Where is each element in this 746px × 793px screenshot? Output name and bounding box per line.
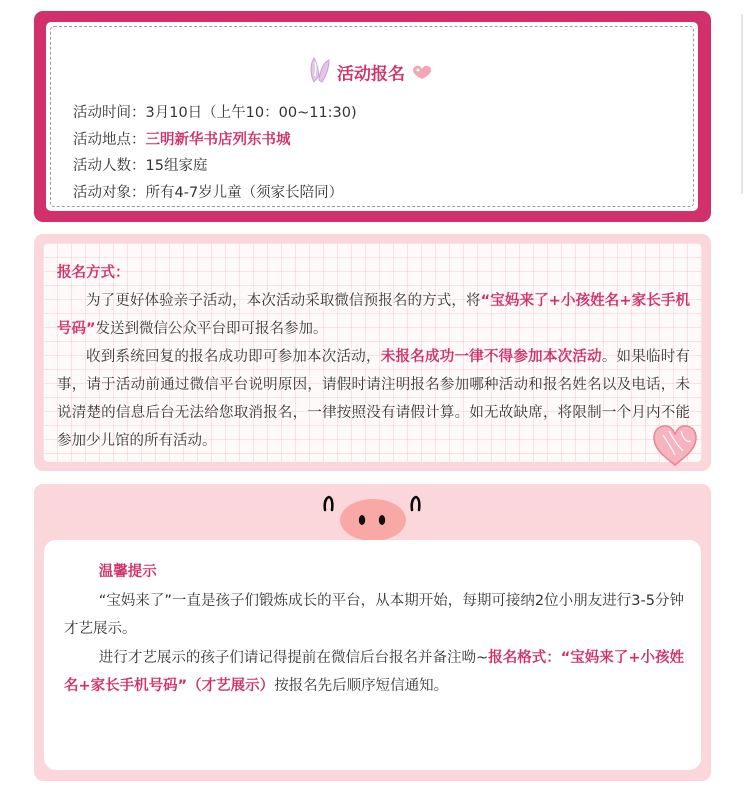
- registration-title-row: [46, 56, 698, 86]
- notice-text: [64, 558, 684, 701]
- method-card-body: [43, 243, 702, 462]
- registration-info: [73, 100, 357, 206]
- notice-heading: 温馨提示: [98, 564, 157, 580]
- info-count: 活动人数：15组家庭: [73, 158, 208, 174]
- registration-card: [34, 11, 711, 222]
- method-text: [57, 259, 690, 455]
- scrollbar[interactable]: [741, 14, 743, 194]
- info-time: 活动时间：3月10日（上午10：00~11:30): [73, 105, 357, 121]
- heart-hand-icon: [410, 59, 436, 85]
- place-highlight: 三明新华书店列东书城: [145, 131, 291, 148]
- method-paragraph-1: 为了更好体验亲子活动，本次活动采取微信预报名的方式，将“宝妈来了+小孩姓名+家长手机号码”发送到微信公众平台即可报名参加。: [57, 293, 691, 337]
- heart-icon: [651, 421, 699, 471]
- method-paragraph-2: 收到系统回复的报名成功即可参加本次活动，未报名成功一律不得参加本次活动。如果临时有事，请于活动前通过微信平台说明原因，请假时请注明报名参加哪种活动和报名姓名以及电话，未说清楚的信息后台无法给您取消报名，一律按照没有请假计算。如无故缺席，将限制一个月内不能参加少儿馆的所有活动。: [57, 349, 690, 449]
- method-heading: 报名方式：: [57, 265, 130, 281]
- notice-paragraph-1: “宝妈来了”一直是孩子们锻炼成长的平台，从本期开始，每期可接纳2位小朋友进行3-5分钟才艺展示。: [64, 592, 684, 637]
- notice-paragraph-2: 进行才艺展示的孩子们请记得提前在微信后台报名并备注呦~报名格式：“宝妈来了+小孩姓名+家长手机号码”（才艺展示）按报名先后顺序短信通知。: [64, 649, 684, 694]
- method-card: [34, 234, 711, 471]
- registration-title: 活动报名: [337, 64, 405, 85]
- notice-card-body: [44, 540, 701, 770]
- info-place: 活动地点：三明新华书店列东书城: [73, 131, 291, 148]
- registration-card-body: [46, 22, 698, 211]
- notice-card: [34, 484, 711, 781]
- bunny-ears-icon: [308, 56, 332, 88]
- info-target: 活动对象：所有4-7岁儿童（须家长陪同）: [73, 184, 344, 201]
